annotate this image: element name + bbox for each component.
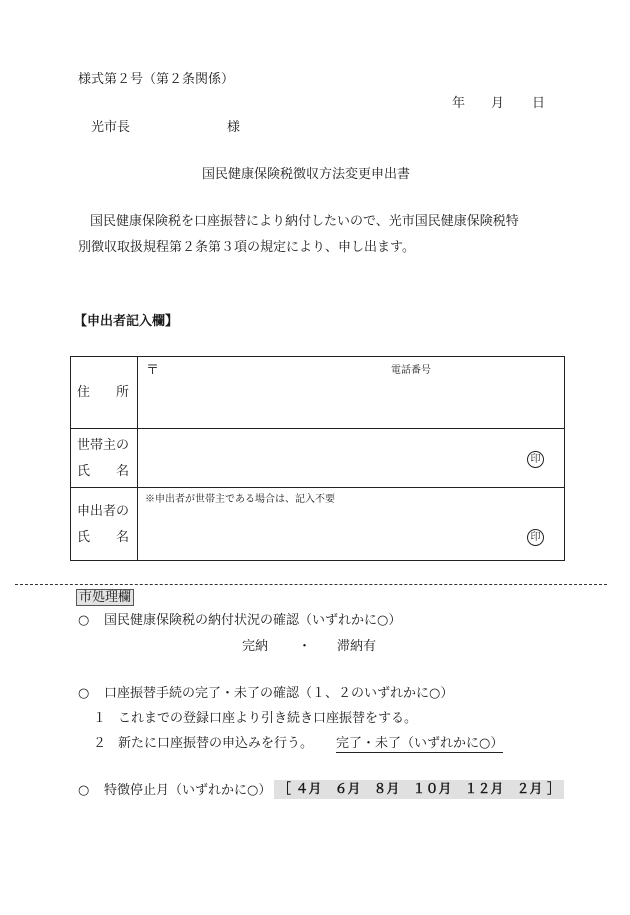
applicant-form-table [70, 356, 565, 561]
special-collection-stop-month-title: 特徴停止月（いずれかに○） [104, 783, 272, 798]
address-label: 住 所 [77, 385, 130, 400]
dashed-divider [15, 584, 607, 585]
householder-row [71, 429, 565, 488]
householder-label-line-2: 氏 名 [77, 464, 130, 479]
bullet-item-2: ○ [78, 686, 90, 701]
address-input-cell[interactable] [138, 357, 565, 429]
bullet-item-3: ○ [78, 783, 90, 798]
stop-month-options[interactable]: ［ ４月 ６月 ８月 １０月 １２月 ２月 ］ [274, 780, 564, 799]
document-title: 国民健康保険税徴収方法変更申出書 [202, 167, 411, 182]
transfer-procedure-check-title: 口座振替手続の完了・未了の確認（１、２のいずれかに○） [104, 686, 454, 701]
date-month-label: 月 [491, 96, 505, 111]
householder-label-cell [71, 429, 138, 488]
date-day-label: 日 [532, 96, 546, 111]
applicant-label-line-1: 申出者の [77, 504, 130, 519]
address-row [71, 357, 565, 429]
completion-status-choice[interactable]: 完了・未了（いずれかに○） [336, 736, 504, 751]
sub-item-2-number: ２ [93, 736, 107, 751]
addressee-name: 光市長 [91, 120, 131, 135]
bullet-item-1: ○ [78, 613, 90, 628]
seal-mark-householder: 印 [527, 451, 544, 468]
payment-status-check-title: 国民健康保険税の納付状況の確認（いずれかに○） [104, 613, 402, 628]
date-year-label: 年 [452, 96, 466, 111]
phone-label: 電話番号 [391, 365, 431, 376]
addressee-honorific: 様 [227, 120, 241, 135]
householder-label-line-1: 世帯主の [77, 438, 130, 453]
applicant-name-input-cell[interactable] [138, 488, 565, 561]
applicant-row [71, 488, 565, 561]
new-transfer-application-option[interactable]: 新たに口座振替の申込みを行う。 [118, 736, 314, 751]
city-section-heading: 市処理欄 [76, 589, 134, 606]
option-separator: ・ [298, 639, 312, 654]
applicant-label-cell [71, 488, 138, 561]
sub-item-1-number: １ [93, 711, 107, 726]
applicant-note: ※申出者が世帯主である場合は、記入不要 [145, 494, 335, 505]
householder-name-input-cell[interactable] [138, 429, 565, 488]
seal-mark-applicant: 印 [527, 529, 544, 546]
option-arrears[interactable]: 滞納有 [337, 639, 377, 654]
address-label-cell [71, 357, 138, 429]
option-fully-paid[interactable]: 完納 [242, 639, 269, 654]
form-number: 様式第２号（第２条関係） [78, 72, 235, 87]
body-line-1: 国民健康保険税を口座振替により納付したいので、光市国民健康保険税特 [90, 214, 519, 229]
body-line-2: 別徴収取扱規程第２条第３項の規定により、申し出ます。 [78, 240, 415, 255]
postal-mark: 〒 [146, 363, 160, 378]
applicant-section-heading: 【申出者記入欄】 [74, 314, 179, 329]
applicant-label-line-2: 氏 名 [77, 530, 130, 545]
continue-existing-account-option[interactable]: これまでの登録口座より引き続き口座振替をする。 [118, 711, 418, 726]
